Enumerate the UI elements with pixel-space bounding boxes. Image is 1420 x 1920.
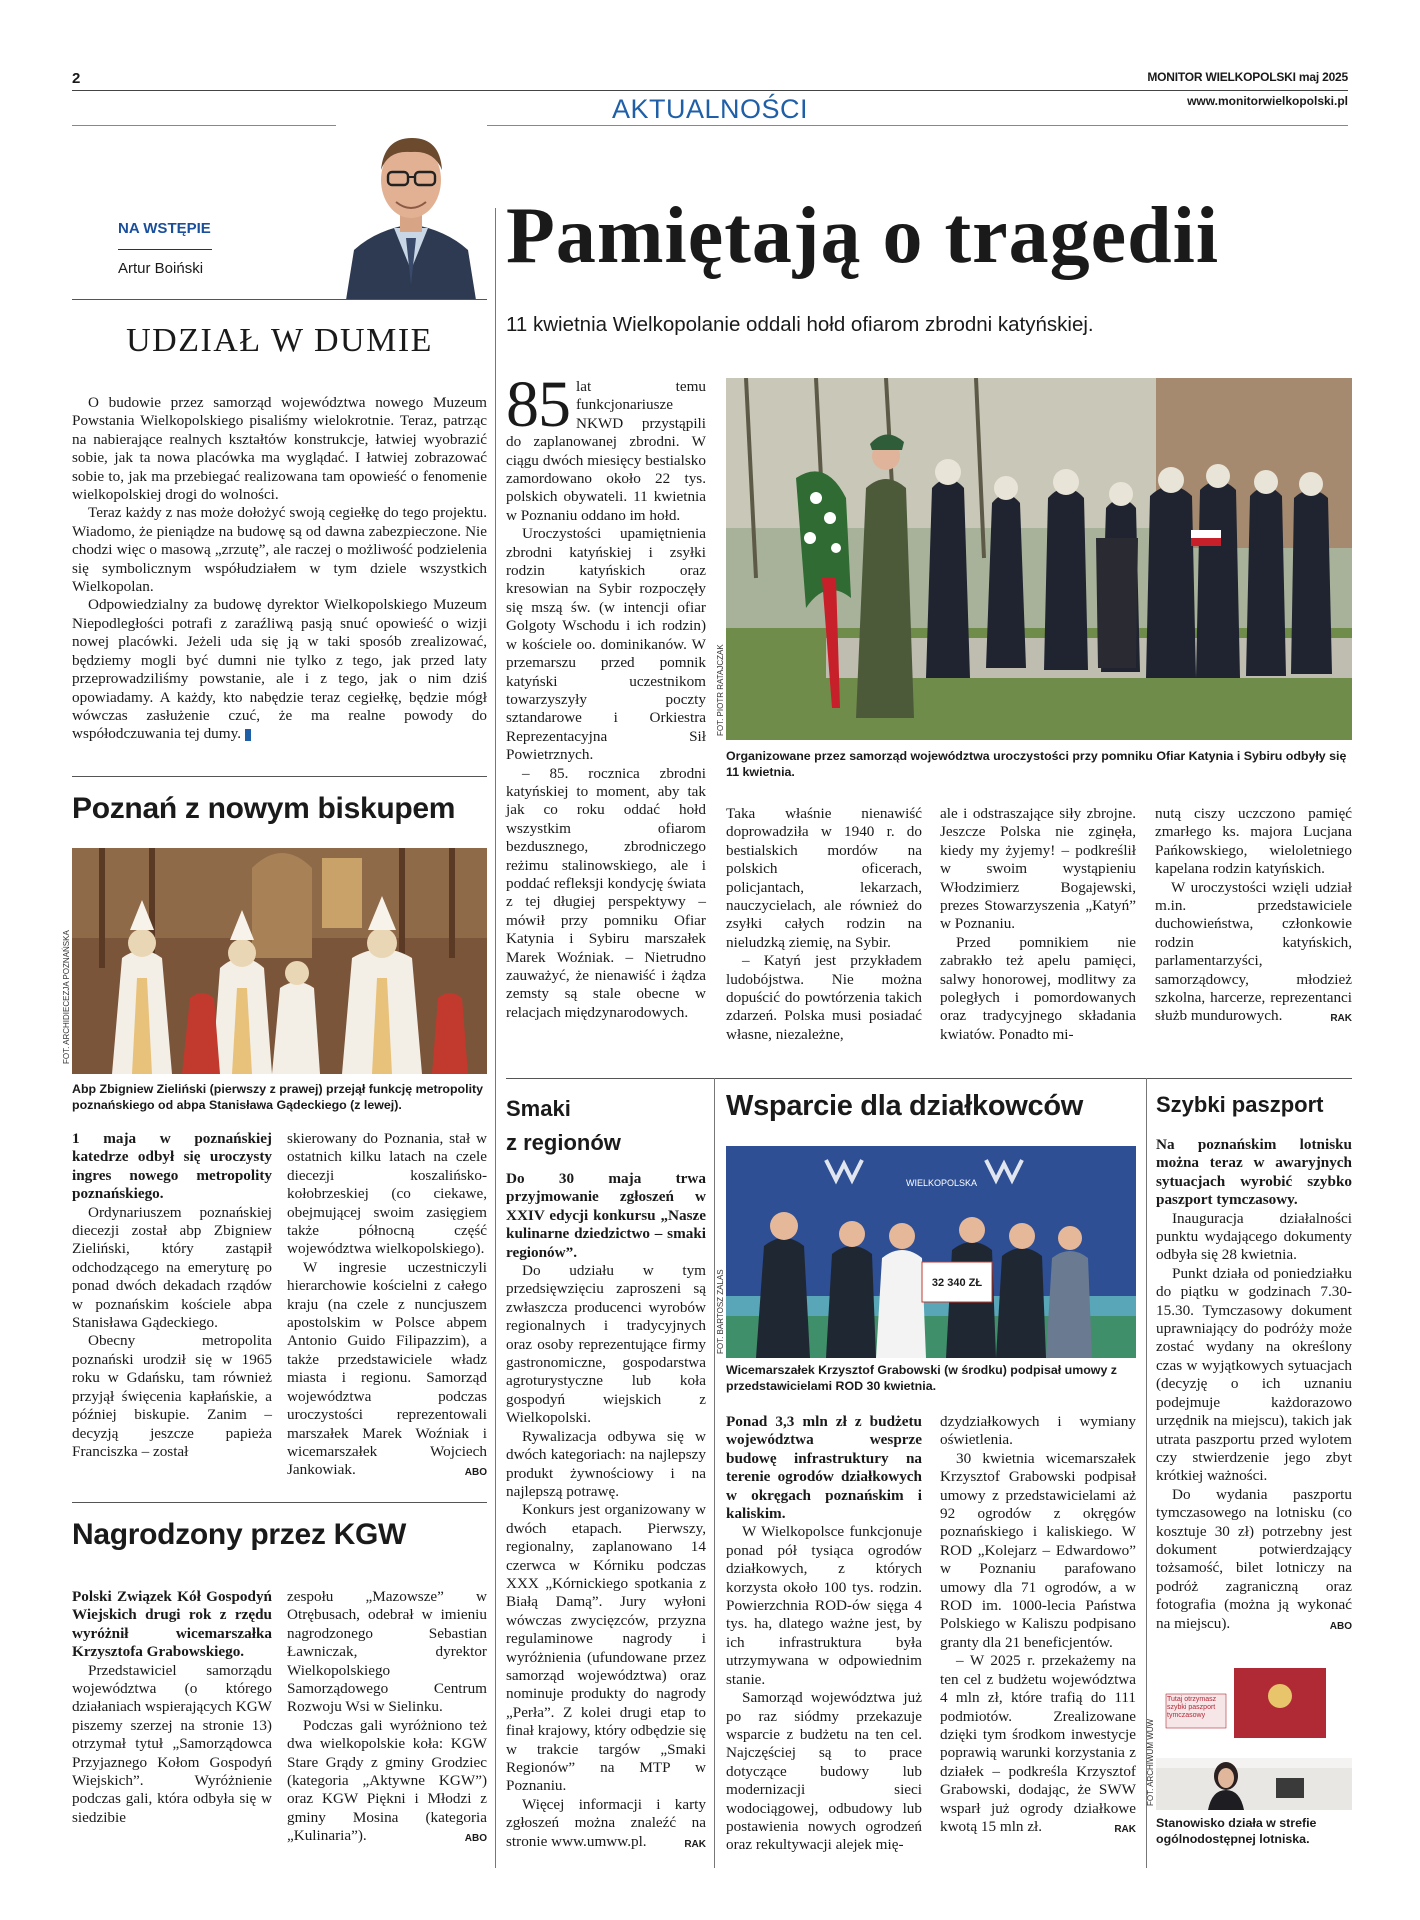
main-photo-credit: FOT. PIOTR RATAJCZAK xyxy=(716,644,725,736)
kgw-paragraph: zespołu „Mazowsze” w Otrębusach, odebrał w imieniu nagrodzonego Sebastian Ławniczak, dyrektor Wielkopolskiego Samorządowego Centrum Rozwoju Wsi w Sielinku. xyxy=(287,1588,487,1716)
section-label: AKTUALNOŚCI xyxy=(611,94,809,124)
editorial-body xyxy=(72,394,487,744)
dzialkowcy-col2 xyxy=(940,1413,1136,1839)
bishop-paragraph-text: W ingresie uczestniczyli hierarchowie kościelni z całego kraju (na czele z nuncjuszem apostolskim w Polsce abpem Antonio Guido Filipazzim), a także przedstawiciele władz miasta i regionu. Samorząd województwa podczas uroczystości reprezentowali marszałek Marek Woźniak i wicemarszałek Wojciech Jankowiak. xyxy=(287,1258,487,1479)
main-photo xyxy=(726,378,1352,740)
main-subhead: 11 kwietnia Wielkopolanie oddali hołd ofiarom zbrodni katyńskiej. xyxy=(506,313,1094,336)
main-paragraph: Taka właśnie nienawiść doprowadziła w 1940 r. do bestialskich mordów na polskich oficerach, policjantach, lekarzach, nauczycielach, ale również do zsyłki całych rodzin na nieludzką ziemię, na Sybir. xyxy=(726,805,922,951)
editorial-paragraph: O budowie przez samorząd województwa nowego Muzeum Powstania Wielkopolskiego pisaliśmy wielokrotnie. Teraz, patrząc na nabierające realnych kształtów konstrukcje, łatwiej wyobrazić sobie, jak ta nowa placówka ma wyglądać. I łatwiej zobrazować sobie to, jak ma przebiegać realizowana tam opowieść o fenomenie wielkopolskiej drogi do wolności. xyxy=(72,394,487,504)
kgw-paragraph: Przedstawiciel samorządu województwa (o którego działaniach wspierających KGW piszemy szerzej na stronie 13) otrzymał tytuł „Samorządowca Przyjaznego Kołom Gospodyń Wiejskich”. Wyróżnienie podczas gali, która odbyła się w siedzibie xyxy=(72,1661,272,1826)
editorial-paragraph-text: Odpowiedzialny za budowę dyrektor Wielkopolskiego Muzeum Niepodległości potrafi z zaraźliwą pasją snuć opowieść o wizji nowej placówki. Jeżeli uda się ją w taki sposób zrealizować, będziemy mogli być dumni nie tylko z tego, jak przed laty przeprowadziliśmy powstanie, ale i z tego, jak o nim dziś opowiadamy. A każdy, kto nabędzie teraz cegiełkę, będzie mógł wówczas zasłużenie czuć, że ma realne powody do współodczuwania tej dumy. xyxy=(72,596,487,743)
main-paragraph: nutą ciszy uczczono pamięć zmarłego ks. majora Lucjana Pańkowskiego, wieloletniego kapelana rodzin katyńskich. xyxy=(1155,805,1352,878)
bishop-photo xyxy=(72,848,487,1074)
smaki-headline-line2: z regionów xyxy=(506,1130,621,1155)
dzialkowcy-photo-credit: FOT. BARTOSZ ZALAS xyxy=(716,1269,725,1354)
smaki-paragraph: Rywalizacja odbywa się w dwóch kategoriach: na najlepszy produkt żywnościowy i na najlepszą potrawę. xyxy=(506,1427,706,1500)
kgw-lead: Polski Związek Kół Gospodyń Wiejskich drugi rok z rzędu wyróżnił wicemarszałka Krzysztofa Grabowskiego. xyxy=(72,1588,272,1661)
main-paragraph-text: W uroczystości wzięli udział m.in. przedstawiciele duchowieństwa, członkowie rodzin katyńskich, parlamentarzyści, samorządowcy, młodzież szkolna, harcerze, reprezentanci służb mundurowych. xyxy=(1155,878,1352,1025)
bishop-headline: Poznań z nowym biskupem xyxy=(72,792,456,825)
kgw-signature: ABO xyxy=(464,1833,487,1845)
column-rule xyxy=(72,776,487,777)
bishop-paragraph: Obecny metropolita poznański urodził się w 1965 roku w Gdańsku, tam również przyjął święcenia kapłańskie, a później biskupie. Zanim – decyzją jeszcze papieża Franciszka – został xyxy=(72,1332,272,1460)
main-col3 xyxy=(940,805,1136,1044)
smaki-paragraph-text: Więcej informacji i karty zgłoszeń można znaleźć na stronie www.umww.pl. xyxy=(506,1795,706,1850)
dzialkowcy-paragraph-text: – W 2025 r. przekażemy na ten cel z budżetu województwa 4 mln zł, które trafią do 111 podmiotów. Zrealizowane dzięki tym środkom inwestycje poprawią warunki korzystania z działek – podkreśla Krzysztof Grabowski, dodając, że SWW wsparł już ogrody działkowe kwotą 15 mln zł. xyxy=(940,1652,1136,1835)
paszport-paragraph: Inauguracja działalności punktu wydającego dokumenty odbyła się 28 kwietnia. xyxy=(1156,1209,1352,1264)
smaki-headline-line1: Smaki xyxy=(506,1096,571,1121)
smaki-paragraph: Konkurs jest organizowany w dwóch etapach. Pierwszy, regionalny, zaplanowano 14 czerwca w Kórniku podczas XXX „Kórnickiego spotkania z Białą Damą”. Jury wyłoni wówczas zwycięzców, przyzna regulaminowe nagrody i wyróżnienia (ufundowane przez samorząd województwa) oraz nominuje produkty do nagrody „Perła”. Z kolei drugi etap to finał krajowy, który odbędzie się w trakcie targów „Smaki Regionów” na MTP w Poznaniu. xyxy=(506,1501,706,1795)
dzialkowcy-caption: Wicemarszałek Krzysztof Grabowski (w środku) podpisał umowy z przedstawicielami ROD 30 kwietnia. xyxy=(726,1363,1117,1393)
main-col1 xyxy=(506,368,706,1022)
main-paragraph xyxy=(1155,879,1352,1026)
main-col2 xyxy=(726,805,922,1044)
main-paragraph: – Katyń jest przykładem ludobójstwa. Nie można dopuścić do powtórzenia takich zdarzeń. Polska musi posiadać własne, niezależne, xyxy=(726,952,922,1043)
paszport-sign-text: Tutaj otrzymasz szybki paszport tymczasowy xyxy=(1167,1696,1217,1719)
dzialkowcy-paragraph: W Wielkopolsce funkcjonuje ponad pół tysiąca ogrodów działkowych, z których korzysta około 100 tys. rodzin. Powierzchnia ROD-ów sięga 4 tys. ha, dlatego ważne jest, by ich infrastruktura była utrzymywana w odpowiednim stanie. xyxy=(726,1523,922,1688)
paszport-photo-credit: FOT. ARCHIWUM WUW xyxy=(1146,1718,1155,1806)
dzialkowcy-headline: Wsparcie dla działkowców xyxy=(726,1090,1084,1122)
kgw-col2 xyxy=(287,1588,487,1849)
dzialkowcy-lead: Ponad 3,3 mln zł z budżetu województwa wesprze budowę infrastruktury na terenie ogrodów działkowych w okręgach poznańskim i kaliskim. xyxy=(726,1413,922,1523)
paszport-caption: Stanowisko działa w strefie ogólnodostępnej lotniska. xyxy=(1156,1816,1317,1846)
main-paragraph: – 85. rocznica zbrodni katyńskiej to moment, aby tak jak co roku oddać hołd wszystkim ofiarom bezdusznego, zbrodniczego reżimu stalinowskiego, ale i poddać refleksji kondycję świata z tej długiej perspektywy – mówił przy pomniku Ofiar Katynia i Sybiru marszałek Marek Woźniak. – Nietrudno zauważyć, że nienawiść i żądza zemsty są stale obecne w relacjach międzynarodowych. xyxy=(506,764,706,1021)
dzialkowcy-paragraph: dzydziałkowych i wymiany oświetlenia. xyxy=(940,1413,1136,1449)
paszport-photo xyxy=(1156,1660,1352,1810)
kgw-paragraph-text: Podczas gali wyróżniono też dwa wielkopolskie koła: KGW Stare Grądy z gminy Grodziec (kategoria „Aktywne KGW”) oraz KGW Piękni i Młodzi z gminy Mosina (kategoria „Kulinaria”). xyxy=(287,1716,487,1845)
end-mark-icon xyxy=(245,729,251,741)
main-caption: Organizowane przez samorząd województwa uroczystości przy pomniku Ofiar Katynia i Sybiru odbyły się 11 kwietnia. xyxy=(726,749,1347,779)
editorial-author: Artur Boiński xyxy=(118,260,204,277)
bishop-caption: Abp Zbigniew Zieliński (pierwszy z prawej) przejął funkcję metropolity poznańskiego od abpa Stanisława Gądeckiego (z lewej). xyxy=(72,1082,484,1112)
dzialkowcy-signature: RAK xyxy=(1114,1823,1136,1835)
check-amount: 32 340 ZŁ xyxy=(931,1277,983,1289)
main-headline: Pamiętają o tragedii xyxy=(506,192,1220,280)
main-paragraph: Uroczystości upamiętnienia zbrodni katyńskiej i zsyłki rodzin katyńskich oraz kresowian na Sybir rozpoczęły się mszą św. (w intencji ofiar Golgoty Wschodu i ich rodzin) w kościele oo. dominikanów. W przemarszu przed pomnik katyński uczestnikom towarzyszyły poczty sztandarowe i Orkiestra Reprezentacyjna Sił Powietrznych. xyxy=(506,525,706,764)
paszport-paragraph xyxy=(1156,1486,1352,1633)
main-paragraph: lat temu funkcjonariusze NKWD przystąpili do zaplanowanej zbrodni. W ciągu dwóch miesięcy bestialsko zamordowano około 22 tys. polskich obywateli. 11 kwietnia w Poznaniu oddano im hołd. xyxy=(506,378,706,524)
main-dropcap: 85 xyxy=(506,368,570,441)
lower-section-rule xyxy=(506,1078,1352,1079)
editorial-paragraph: Teraz każdy z nas może dołożyć swoją cegiełkę do tego projektu. Wiadomo, że pieniądze na budowę są od dawna zabezpieczone. Nie chodzi więc o masową „zrzutę”, ale raczej o możliwość podzielenia się symbolicznym współudziałem w tym dziele wszystkich Wielkopolan. xyxy=(72,504,487,596)
column-rule xyxy=(72,1502,487,1503)
kgw-headline: Nagrodzony przez KGW xyxy=(72,1518,407,1551)
editorial-label: NA WSTĘPIE xyxy=(118,220,211,237)
smaki-headline xyxy=(506,1092,621,1160)
column-separator xyxy=(714,1078,715,1868)
bishop-signature: ABO xyxy=(464,1467,487,1479)
bishop-col2 xyxy=(287,1130,487,1483)
kgw-paragraph xyxy=(287,1717,487,1846)
smaki-body xyxy=(506,1170,706,1854)
dzialkowcy-photo xyxy=(726,1146,1136,1358)
main-paragraph: ale i odstraszające siły zbrojne. Jeszcze Polska nie zginęła, kiedy my żyjemy! – podkreślił w swoim wystąpieniu Włodzimierz Bogajewski, prezes Stowarzyszenia „Katyń” w Poznaniu. xyxy=(940,805,1136,933)
smaki-lead: Do 30 maja trwa przyjmowanie zgłoszeń w XXIV edycji konkursu „Nasze kulinarne dziedzictwo – smaki regionów”. xyxy=(506,1170,706,1261)
paszport-paragraph: Punkt działa od poniedziałku do piątku w godzinach 7.30-15.30. Tymczasowy dokument uprawniający do podróży może zostać wydany na określony czas w wyjątkowych sytuacjach (decyzję o ich uznaniu podejmuje każdorazowo urzędnik na miejscu), takich jak utrata paszportu przed wylotem czy stwierdzenie jego zbyt krótkiej ważności. xyxy=(1156,1264,1352,1485)
smaki-signature: RAK xyxy=(684,1838,706,1850)
section-rule xyxy=(72,125,1348,126)
website[interactable]: www.monitorwielkopolski.pl xyxy=(1187,94,1348,108)
column-separator xyxy=(495,208,496,1868)
paszport-body xyxy=(1156,1136,1352,1636)
editorial-paragraph xyxy=(72,596,487,743)
dzialkowcy-paragraph: 30 kwietnia wicemarszałek Krzysztof Grabowski podpisał umowy z przedstawicielami aż 92 ogrodów z okręgów poznańskiego i kaliskiego. W ROD „Kolejarz – Edwardowo” w Poznaniu parafowano umowy dla 71 ogrodów, a w ROD im. 1000-lecia Państwa Polskiego w Kaliszu podpisano granty dla 21 beneficjentów. xyxy=(940,1449,1136,1651)
dzialkowcy-paragraph: Samorząd województwa już po raz siódmy przekazuje wsparcie z budżetu na ten cel. Najczęściej są to prace dotyczące budowy lub modernizacji sieci wodociągowej, odbudowy lub postawienia nowych ogrodzeń oraz rekultywacji alejek mię- xyxy=(726,1689,922,1854)
smaki-paragraph: Do udziału w tym przedsięwzięciu zaproszeni są zwłaszcza producenci wyrobów regionalnych i tradycyjnych oraz osoby reprezentujące firmy gastronomiczne, gospodarstwa agroturystyczne lub koła gospodyń wiejskich z Wielkopolski. xyxy=(506,1262,706,1427)
bishop-col1 xyxy=(72,1130,272,1461)
paszport-lead: Na poznańskim lotnisku można teraz w awaryjnych sytuacjach wyrobić szybko paszport tymczasowy. xyxy=(1156,1136,1352,1209)
paszport-headline: Szybki paszport xyxy=(1156,1092,1324,1117)
bishop-photo-credit: FOT. ARCHIDIECEZJA POZNAŃSKA xyxy=(62,930,71,1064)
publication-name: MONITOR WIELKOPOLSKI maj 2025 xyxy=(1147,70,1348,84)
dzialkowcy-col1 xyxy=(726,1413,922,1855)
bishop-paragraph: Ordynariuszem poznańskiej diecezji został abp Zbigniew Zieliński, który zastąpił odchodzącego na emeryturę po ponad dwóch dekadach rządów w poznańskim kościele abpa Stanisława Gądeckiego. xyxy=(72,1203,272,1332)
main-col1-text xyxy=(506,368,706,1022)
page-number: 2 xyxy=(72,70,81,87)
main-signature: RAK xyxy=(1330,1013,1352,1025)
dzialkowcy-banner-text: WIELKOPOLSKA xyxy=(906,1178,978,1188)
dzialkowcy-paragraph xyxy=(940,1652,1136,1836)
main-paragraph: Przed pomnikiem nie zabrakło też apelu pamięci, salwy honorowej, modlitwy za poległych i pomordowanych oraz tradycyjnego składania kwiatów. Ponadto mi- xyxy=(940,933,1136,1043)
editorial-top-rule xyxy=(72,299,487,300)
bishop-lead: 1 maja w poznańskiej katedrze odbył się uroczysty ingres nowego metropolity poznańskiego. xyxy=(72,1130,272,1203)
main-col4 xyxy=(1155,805,1352,1029)
smaki-paragraph xyxy=(506,1796,706,1851)
editorial-title: UDZIAŁ W DUMIE xyxy=(126,322,433,359)
paszport-paragraph-text: Do wydania paszportu tymczasowego na lotnisku (co kosztuje 30 zł) potrzebny jest dokument potwierdzający tożsamość, bilet lotniczy na podróż zagraniczną oraz fotografia (można ją wykonać na miejscu). xyxy=(1156,1485,1352,1632)
bishop-paragraph xyxy=(287,1259,487,1480)
paszport-signature: ABO xyxy=(1329,1620,1352,1632)
editorial-label-rule xyxy=(118,249,212,250)
kgw-col1 xyxy=(72,1588,272,1827)
author-photo xyxy=(336,120,487,300)
header-rule xyxy=(72,90,1348,91)
bishop-paragraph: skierowany do Poznania, stał w ostatnich kilku latach na czele diecezji koszalińsko-kołobrzeskiej (co ciekawe, obejmującej swoim zasięgiem także północną część województwa wielkopolskiego). xyxy=(287,1130,487,1258)
